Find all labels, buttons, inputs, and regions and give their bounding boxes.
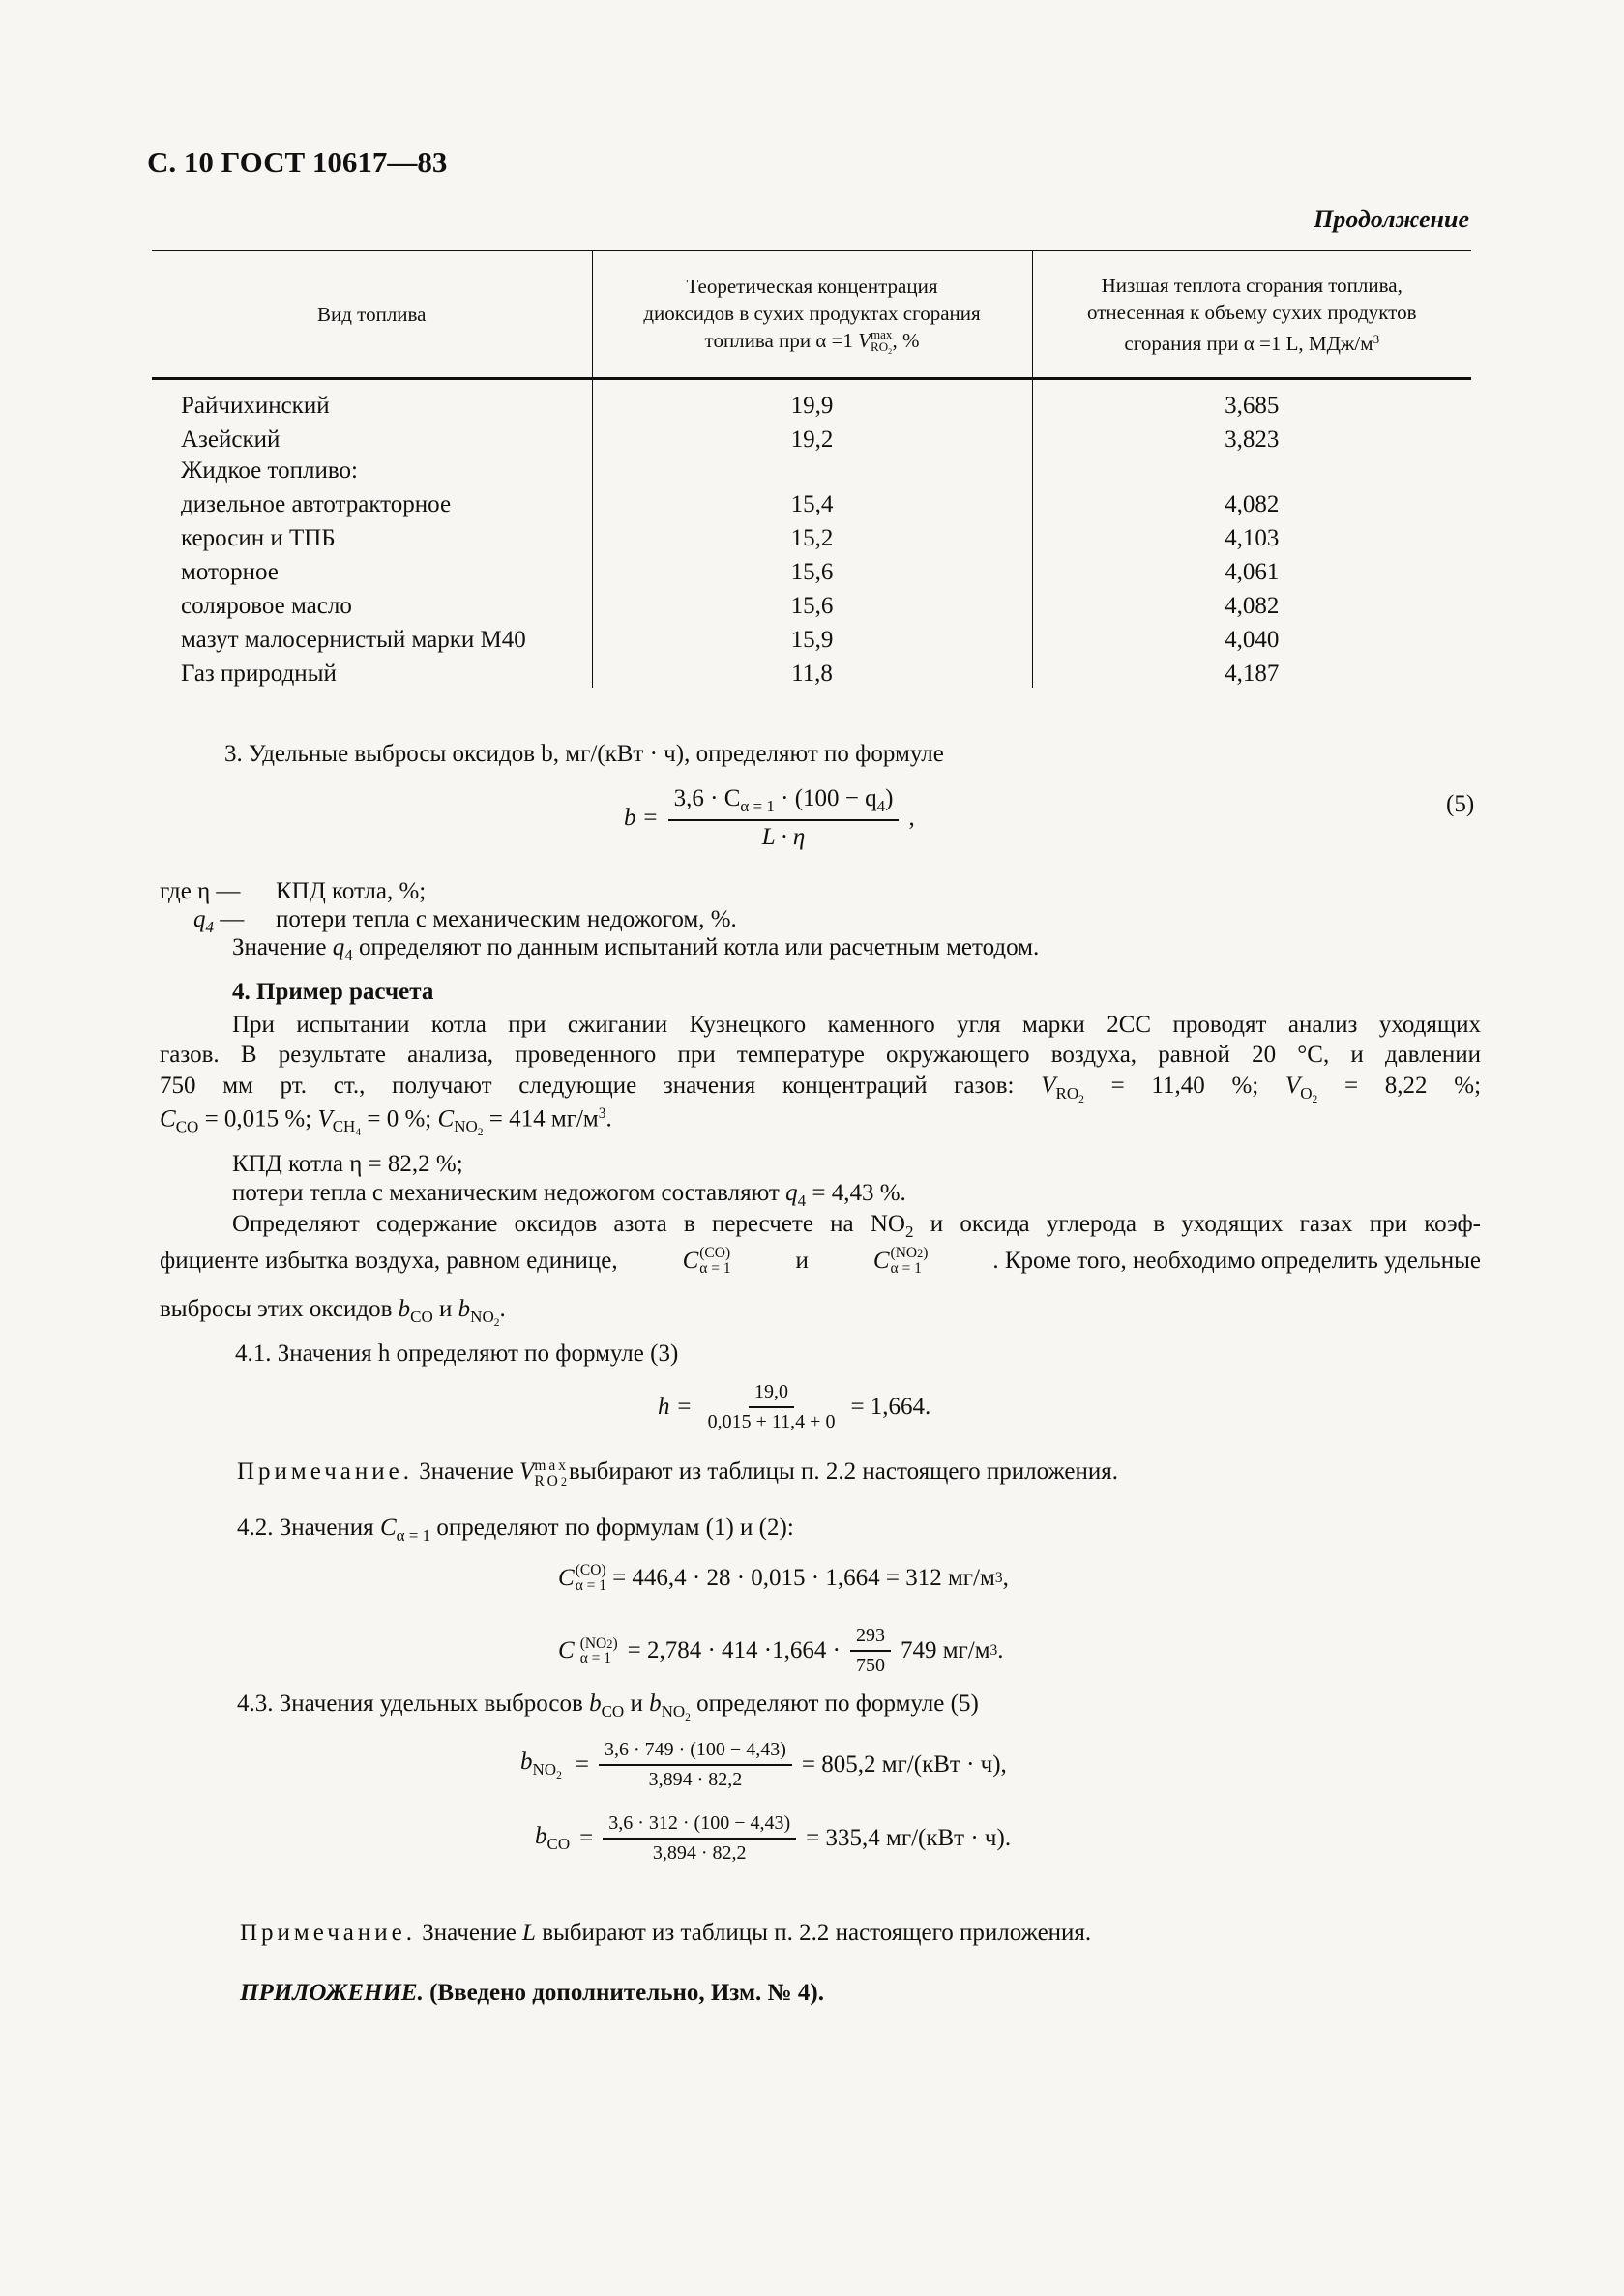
f1-c: C — [558, 1564, 575, 1591]
ex4-v-sub2: 4 — [355, 1126, 362, 1139]
note1-sym: V — [519, 1458, 535, 1486]
column-header-concentration — [592, 250, 1032, 379]
heat-value — [1032, 454, 1471, 485]
col2-symbol: V — [858, 328, 871, 352]
f1-indices — [576, 1563, 606, 1593]
f6-lhs-wrap — [520, 1749, 562, 1781]
where-q4-sub: 4 — [205, 917, 214, 936]
ex3-v1-sub2: 2 — [1078, 1092, 1084, 1105]
concentration-value: 19,2 — [592, 420, 1032, 454]
where-q4-label — [193, 906, 244, 937]
det3-and: и — [432, 1296, 458, 1322]
f6-den: 3,894 · 82,2 — [648, 1769, 743, 1790]
ex3-a: 750 мм рт. ст., получают следующие значения концентраций газов: — [160, 1073, 1015, 1099]
continued-label: Продолжение — [1314, 205, 1469, 233]
example-line-4 — [160, 1105, 612, 1138]
f5-sub: α = 1 — [740, 796, 775, 815]
c-co-symbol — [683, 1246, 731, 1276]
kpd-line: КПД котла η = 82,2 %; — [232, 1151, 463, 1177]
determine-line-1 — [232, 1211, 1481, 1242]
fuel-name: Азейский — [181, 427, 281, 453]
ex3-v2-val: = 8,22 %; — [1317, 1073, 1482, 1099]
page-title: С. 10 ГОСТ 10617—83 — [147, 145, 448, 179]
ex4-c2-sub2: 2 — [477, 1126, 484, 1139]
det1-a: Определяют содержание оксидов азота в пересчете на NO — [232, 1211, 905, 1237]
p42-a: 4.2. Значения — [237, 1515, 380, 1541]
fuel-table — [152, 250, 1471, 688]
section-4-heading: 4. Пример расчета — [232, 979, 434, 1005]
fuel-name: керосин и ТПБ — [181, 525, 336, 551]
formula-5-denominator: L · η — [761, 823, 806, 850]
concentration-value: 15,6 — [592, 586, 1032, 620]
table-row — [152, 586, 1471, 620]
where-q4-sym: q — [193, 906, 206, 932]
det3-a: выбросы этих оксидов — [160, 1296, 399, 1322]
note1-sub-wrap — [534, 1474, 569, 1489]
p-q4-sub: 4 — [344, 945, 353, 964]
where-eta-label: где η — — [160, 878, 241, 904]
det1-b: и оксида углерода в уходящих газах при коэф- — [913, 1211, 1481, 1237]
f2-c: C — [558, 1637, 575, 1663]
det3-b1: b — [398, 1296, 411, 1322]
table-row — [152, 552, 1471, 586]
note2-label: Примечание. — [240, 1920, 417, 1946]
col2-unit: , % — [892, 328, 920, 352]
col2-line2: диоксидов в сухих продуктах сгорания — [643, 301, 981, 325]
f5-close: ) — [885, 785, 894, 811]
example-line-2: газов. В результате анализа, проведенного при температуре окружающего воздуха, равной 20 °С, и давлении — [160, 1042, 1481, 1068]
ex3-v2-sub — [1300, 1084, 1317, 1103]
ex4-v: V — [317, 1105, 333, 1133]
det2-sub2: α = 1 — [890, 1259, 922, 1277]
table-row — [152, 454, 1471, 485]
p43-b1-sub: CO — [601, 1701, 625, 1721]
note1-sub2: 2 — [560, 1474, 568, 1488]
table-row — [152, 620, 1471, 654]
formula-5-fraction — [668, 785, 900, 851]
f2-sup2: 2 — [606, 1636, 613, 1651]
det2-a: фициенте избытка воздуха, равном единице, — [160, 1247, 618, 1274]
f2-indices — [580, 1636, 618, 1666]
ex3-v2-sub2: 2 — [1312, 1092, 1318, 1105]
table-row — [152, 654, 1471, 688]
f7-fraction — [603, 1812, 796, 1865]
column-header-fuel-text: Вид топлива — [317, 303, 427, 326]
col2-line3: топлива при α =1 — [704, 328, 853, 352]
loss-sub: 4 — [797, 1191, 807, 1210]
formula-h-numerator: 19,0 — [749, 1381, 794, 1408]
where-eta-text: КПД котла, %; — [276, 878, 427, 904]
formula-5-lhs: b = — [624, 804, 659, 831]
f5-num-rest: · (100 − q — [781, 785, 877, 811]
heat-value: 3,823 — [1032, 420, 1471, 454]
table-header-row — [152, 250, 1471, 379]
c-no2-indices — [891, 1246, 929, 1276]
f1-end: , — [1002, 1564, 1009, 1591]
ex3-v2: V — [1284, 1073, 1301, 1099]
fuel-name: моторное — [181, 559, 279, 585]
det3-b2-sub-text: NO — [470, 1307, 494, 1326]
f1-rest: = 446,4 · 28 · 0,015 · 1,664 = 312 мг/м — [612, 1564, 995, 1591]
f7-den: 3,894 · 82,2 — [652, 1842, 747, 1864]
concentration-value: 15,4 — [592, 485, 1032, 518]
p43-b2-sub — [662, 1702, 691, 1721]
concentration-value: 15,9 — [592, 620, 1032, 654]
col2-sub — [871, 340, 892, 356]
concentration-value: 15,6 — [592, 552, 1032, 586]
p-q4-sym: q — [332, 934, 345, 960]
table-row — [152, 379, 1471, 421]
fuel-name: дизельное автотракторное — [181, 491, 452, 517]
col2-symbol-indices — [871, 328, 892, 356]
example-line-1: При испытании котла при сжигании Кузнецкого каменного угля марки 2СС проводят анализ уходящих — [232, 1012, 1481, 1038]
note2-b: выбирают из таблицы п. 2.2 настоящего приложения. — [535, 1920, 1092, 1946]
det2-b: . Кроме того, необходимо определить удельные — [992, 1247, 1481, 1274]
col3-line1: Низшая теплота сгорания топлива, — [1101, 273, 1403, 297]
p42-sym: C — [379, 1515, 397, 1541]
loss-b: = 4,43 %. — [806, 1180, 906, 1206]
heat-value: 3,685 — [1032, 379, 1471, 421]
det3-b2-sub2: 2 — [493, 1315, 500, 1329]
formula-b-co — [535, 1812, 1011, 1865]
det2-sub1: α = 1 — [699, 1259, 731, 1277]
where-q4-text: потери тепла с механическим недожогом, %. — [276, 906, 737, 932]
example-line-3 — [160, 1073, 1481, 1105]
ex4-c1-sub: CO — [175, 1117, 199, 1136]
ex4-v-sub-text: CH — [332, 1117, 356, 1136]
fuel-name: Жидкое топливо: — [181, 457, 358, 484]
f6-num: 3,6 · 749 · (100 − 4,43) — [599, 1739, 792, 1766]
p-q4-a: Значение — [232, 934, 333, 960]
p43-b1: b — [589, 1691, 602, 1717]
f6-eq: = — [575, 1751, 589, 1778]
f2-sup: (NO — [579, 1634, 607, 1652]
ex3-v1-val: = 11,40 %; — [1083, 1073, 1259, 1099]
ex3-v1: V — [1041, 1073, 1056, 1099]
paragraph-4-2 — [237, 1515, 794, 1545]
f7-eq: = — [579, 1825, 594, 1851]
formula-b-no2 — [520, 1739, 1007, 1791]
p43-b2-sub-text: NO — [661, 1701, 686, 1721]
note1-sub: RO — [534, 1472, 561, 1489]
p42-sub: α = 1 — [396, 1525, 431, 1545]
paragraph-3: 3. Удельные выбросы оксидов b, мг/(кВт · ч), определяют по формуле — [224, 741, 944, 767]
f2-sup-m: 3 — [989, 1642, 998, 1659]
note-2 — [240, 1920, 1091, 1947]
ex4-v-sub — [332, 1117, 362, 1139]
f1-sub: α = 1 — [575, 1576, 607, 1594]
f7-num: 3,6 · 312 · (100 − 4,43) — [603, 1812, 796, 1840]
f6-fraction — [599, 1739, 792, 1791]
col2-sup: max — [871, 327, 893, 342]
ex3-v1-sub — [1056, 1084, 1084, 1103]
det3-b2: b — [458, 1296, 471, 1322]
note2-sym: L — [522, 1920, 536, 1946]
det2-sup2b: 2 — [917, 1247, 924, 1260]
f2-fraction — [850, 1625, 891, 1677]
ex4-c1: C — [160, 1105, 176, 1133]
det3-end: . — [499, 1296, 506, 1322]
loss-sym: q — [785, 1180, 798, 1206]
det3-b2-sub — [470, 1307, 500, 1329]
ex4-c2-val: = 414 мг/м — [483, 1105, 599, 1133]
f2-sup-wrap — [580, 1636, 618, 1652]
det3-b1-sub: CO — [410, 1307, 433, 1326]
col3-line2: отнесенная к объему сухих продуктов — [1086, 300, 1417, 324]
p43-b2: b — [649, 1691, 662, 1717]
col2-sub2: 2 — [888, 347, 893, 357]
ex4-end: . — [605, 1105, 612, 1133]
f7-lhs-wrap — [535, 1823, 570, 1854]
ex4-c1-val: = 0,015 %; — [198, 1105, 318, 1133]
heat-value: 4,040 — [1032, 620, 1471, 654]
p43-b: определяют по формуле (5) — [690, 1691, 979, 1717]
determine-line-3 — [160, 1296, 506, 1329]
column-header-heat — [1032, 250, 1471, 379]
formula-2 — [558, 1625, 1004, 1677]
f2-c-symbol — [558, 1636, 618, 1666]
p43-a: 4.3. Значения удельных выбросов — [237, 1691, 590, 1717]
paragraph-q4 — [232, 934, 1039, 965]
p42-b: определяют по формулам (1) и (2): — [430, 1515, 794, 1541]
col3-line3: сгорания при α =1 L, МДж/м — [1124, 332, 1373, 356]
det2-c1: C — [682, 1247, 699, 1274]
det1-sub: 2 — [904, 1222, 914, 1241]
table-row — [152, 518, 1471, 552]
note1-b: выбирают из таблицы п. 2.2 настоящего приложения. — [569, 1458, 1118, 1486]
det2-sup2c: ) — [923, 1245, 929, 1261]
formula-h-result: = 1,664. — [850, 1394, 931, 1420]
concentration-value: 19,9 — [592, 379, 1032, 421]
f1-sup3: 3 — [994, 1569, 1003, 1586]
det2-and: и — [795, 1247, 809, 1274]
formula-5-comma: , — [908, 804, 915, 831]
f6-lhs: b — [520, 1749, 533, 1776]
formula-h — [658, 1381, 930, 1433]
formula-5 — [624, 785, 915, 851]
f6-res: = 805,2 мг/(кВт · ч), — [801, 1751, 1007, 1778]
formula-h-denominator: 0,015 + 11,4 + 0 — [707, 1411, 836, 1432]
where-q4-dash: — — [214, 906, 245, 932]
note-1 — [237, 1458, 1118, 1488]
fuel-name: соляровое масло — [181, 593, 352, 619]
col3-sup: 3 — [1373, 331, 1380, 346]
p-q4-b: определяют по данным испытаний котла или расчетным методом. — [352, 934, 1040, 960]
det2-sup2: (NO — [890, 1245, 918, 1261]
f2-sub: α = 1 — [579, 1650, 612, 1666]
ex3-v2-sub-text: O — [1300, 1083, 1313, 1103]
f2-sup3: ) — [612, 1634, 618, 1652]
paragraph-4-1: 4.1. Значения h определяют по формуле (3) — [235, 1340, 679, 1367]
col2-sub-text: RO — [871, 339, 889, 355]
f5-q-sub: 4 — [876, 796, 886, 815]
heat-value: 4,187 — [1032, 654, 1471, 688]
fuel-name: Газ природный — [181, 661, 337, 687]
det2-sup1: (CO) — [699, 1245, 731, 1261]
appendix-note — [240, 1980, 824, 2007]
note1-sup: max — [534, 1457, 570, 1474]
concentration-value — [592, 454, 1032, 485]
fuel-name: мазут малосернистый марки М40 — [181, 627, 526, 653]
p43-b2-sub2: 2 — [685, 1710, 691, 1723]
f6-lhs-sub-text: NO — [532, 1759, 557, 1779]
concentration-value: 15,2 — [592, 518, 1032, 552]
ex4-sup: 3 — [598, 1105, 606, 1122]
f2-num: 293 — [850, 1625, 891, 1652]
f7-lhs: b — [535, 1823, 547, 1850]
c-co-indices — [699, 1246, 730, 1276]
p43-and: и — [624, 1691, 650, 1717]
f6-lhs-sub2: 2 — [556, 1768, 562, 1781]
f1-c-symbol — [558, 1563, 606, 1593]
f7-lhs-sub: CO — [546, 1834, 571, 1853]
heat-value: 4,082 — [1032, 586, 1471, 620]
note1-indices — [534, 1458, 569, 1488]
note1-label: Примечание. — [237, 1458, 414, 1486]
f2-end: . — [997, 1637, 1004, 1663]
equation-number-5: (5) — [1446, 791, 1475, 817]
formula-5-numerator — [668, 785, 900, 821]
loss-a: потери тепла с механическим недожогом составляют — [232, 1180, 786, 1206]
det2-sup2-wrap — [891, 1246, 929, 1261]
f6-lhs-sub — [533, 1760, 562, 1779]
loss-line — [232, 1180, 906, 1211]
ex4-c2-sub-text: NO — [454, 1117, 478, 1136]
appendix-label: ПРИЛОЖЕНИЕ. — [240, 1980, 424, 2006]
f7-res: = 335,4 мг/(кВт · ч). — [806, 1825, 1012, 1851]
table-row — [152, 420, 1471, 454]
ex4-v-val: = 0 %; — [361, 1105, 438, 1133]
fuel-name: Райчихинский — [181, 393, 330, 419]
concentration-value: 11,8 — [592, 654, 1032, 688]
note2-a: Значение — [416, 1920, 523, 1946]
c-no2-symbol — [873, 1246, 929, 1276]
f2-b: 749 мг/м — [900, 1637, 990, 1663]
formula-h-lhs: h = — [658, 1394, 693, 1420]
formula-1 — [558, 1563, 1009, 1593]
heat-value: 4,082 — [1032, 485, 1471, 518]
column-header-fuel — [152, 250, 592, 379]
table-row — [152, 485, 1471, 518]
appendix-text: (Введено дополнительно, Изм. № 4). — [423, 1980, 824, 2006]
heat-value: 4,103 — [1032, 518, 1471, 552]
col2-line1: Теоретическая концентрация — [686, 274, 938, 298]
ex3-v1-sub-text: RO — [1055, 1083, 1079, 1103]
f2-a: = 2,784 · 414 ·1,664 · — [627, 1637, 841, 1663]
ex4-c2: C — [437, 1105, 455, 1133]
f1-sup: (CO) — [575, 1562, 606, 1578]
ex4-c2-sub — [454, 1117, 484, 1139]
paragraph-4-3 — [237, 1691, 979, 1723]
f5-num: 3,6 · C — [673, 785, 741, 811]
f2-den: 750 — [855, 1655, 885, 1676]
heat-value: 4,061 — [1032, 552, 1471, 586]
note1-a: Значение — [413, 1458, 520, 1486]
det2-c2: C — [872, 1247, 890, 1274]
determine-line-2 — [160, 1246, 1481, 1276]
formula-h-fraction — [702, 1381, 842, 1433]
